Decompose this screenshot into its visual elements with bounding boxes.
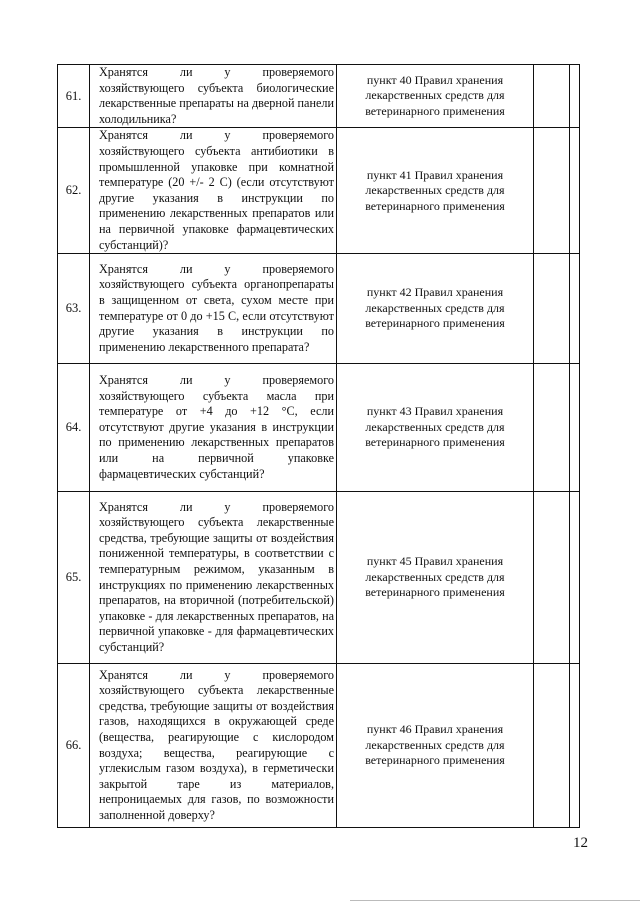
question-text: Хранятся ли у проверяемого хозяйствующего субъекта антибиотики в промышленной упаковке при комнатной температуре (20 +/- 2 С) (если отсутствуют другие указания в инструкции по применению лекарственных препаратов или на первичной упаковке фармацевтических субстанций)? (99, 128, 334, 252)
reference-cell: пункт 45 Правил хранения лекарственных средств для ветеринарного применения (337, 492, 534, 664)
question-text: Хранятся ли у проверяемого хозяйствующего субъекта биологические лекарственные препараты на дверной панели холодильника? (99, 65, 334, 126)
row-number: 62. (58, 128, 90, 254)
reference-cell: пункт 42 Правил хранения лекарственных средств для ветеринарного применения (337, 254, 534, 364)
question-cell (90, 128, 337, 254)
question-cell (90, 492, 337, 664)
scan-edge-line (350, 900, 640, 901)
answer-cell (534, 664, 570, 828)
comment-cell (570, 492, 580, 664)
answer-cell (534, 364, 570, 492)
reference-cell: пункт 41 Правил хранения лекарственных средств для ветеринарного применения (337, 128, 534, 254)
answer-cell (534, 492, 570, 664)
table-row (58, 664, 580, 828)
table-row (58, 65, 580, 128)
question-cell (90, 254, 337, 364)
answer-cell (534, 254, 570, 364)
answer-cell (534, 65, 570, 128)
table-row (58, 254, 580, 364)
question-cell (90, 664, 337, 828)
question-cell (90, 65, 337, 128)
row-number: 65. (58, 492, 90, 664)
row-number: 61. (58, 65, 90, 128)
comment-cell (570, 254, 580, 364)
question-text: Хранятся ли у проверяемого хозяйствующего субъекта лекарственные средства, требующие защиты от воздействия пониженной температуры, в соответствии с температурным режимом, указанным в инструкциях по применению лекарственных препаратов, на вторичной (потребительской) упаковке - для лекарственных препаратов, на первичной упаковке - для фармацевтических субстанций? (99, 499, 334, 654)
table-row (58, 364, 580, 492)
checklist-table (57, 64, 580, 828)
row-number: 66. (58, 664, 90, 828)
reference-cell: пункт 46 Правил хранения лекарственных средств для ветеринарного применения (337, 664, 534, 828)
table-row (58, 128, 580, 254)
page-number: 12 (573, 835, 588, 851)
question-cell (90, 364, 337, 492)
answer-cell (534, 128, 570, 254)
reference-cell: пункт 43 Правил хранения лекарственных средств для ветеринарного применения (337, 364, 534, 492)
comment-cell (570, 664, 580, 828)
row-number: 64. (58, 364, 90, 492)
comment-cell (570, 364, 580, 492)
question-text: Хранятся ли у проверяемого хозяйствующего субъекта масла при температуре от +4 до +12 °С, если отсутствуют другие указания в инструкции по применению лекарственных препаратов или на первичной упаковке фармацевтических субстанций? (99, 373, 334, 481)
row-number: 63. (58, 254, 90, 364)
comment-cell (570, 128, 580, 254)
question-text: Хранятся ли у проверяемого хозяйствующего субъекта лекарственные средства, требующие защиты от воздействия газов, находящихся в окружающей среде (вещества, реагирующие с кислородом воздуха; вещества, реагирующие с углекислым газом воздуха), в герметически закрытой таре из материалов, непроницаемых для газов, по возможности заполненной доверху? (99, 667, 334, 822)
question-text: Хранятся ли у проверяемого хозяйствующего субъекта органопрепараты в защищенном от света, сухом месте при температуре от 0 до +15 С, если отсутствуют другие указания в инструкции по применению лекарственного препарата? (99, 261, 334, 354)
table-row (58, 492, 580, 664)
reference-cell: пункт 40 Правил хранения лекарственных средств для ветеринарного применения (337, 65, 534, 128)
comment-cell (570, 65, 580, 128)
